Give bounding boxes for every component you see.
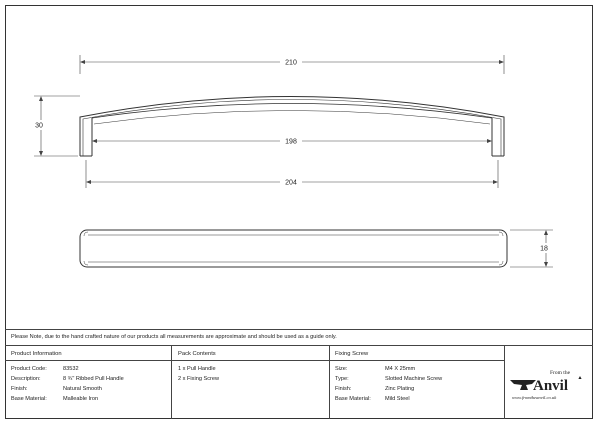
product-code-value: 83532 <box>63 366 79 372</box>
product-info-row <box>11 396 99 402</box>
product-info-row <box>11 386 102 392</box>
fixing-screw-heading: Fixing Screw <box>335 351 369 357</box>
handle-top-view <box>80 97 504 157</box>
pack-contents-heading: Pack Contents <box>178 351 216 357</box>
logo-brand: Anvil <box>533 378 569 394</box>
fixing-screw-row <box>335 396 410 402</box>
title-block-header-rule <box>5 360 504 361</box>
dim-198-label: 198 <box>285 138 297 146</box>
title-block-column-rule-1 <box>171 345 172 419</box>
handle-side-view <box>80 230 507 267</box>
fixing-screw-row <box>335 376 443 382</box>
dim-18-label: 18 <box>540 245 548 253</box>
product-info-row <box>11 366 79 372</box>
dim-210-label: 210 <box>285 59 297 67</box>
screw-base-material-label: Base Material: <box>335 396 371 402</box>
pack-contents-item: 1 x Pull Handle <box>178 366 216 372</box>
dim-30-label: 30 <box>35 122 43 130</box>
measurement-note: Please Note, due to the hand crafted nature of our products all measurements are approximate and should be used as a guide only. <box>11 334 337 340</box>
title-block-top-rule <box>5 329 593 330</box>
title-block-column-rule-2 <box>329 345 330 419</box>
pack-contents-item: 2 x Fixing Screw <box>178 376 220 382</box>
screw-size-value: M4 X 25mm <box>385 366 416 372</box>
product-info-row <box>11 376 124 382</box>
screw-size-label: Size: <box>335 366 348 372</box>
screw-finish-value: Zinc Plating <box>385 386 415 392</box>
base-material-value: Malleable Iron <box>63 396 99 402</box>
description-label: Description: <box>11 376 41 382</box>
product-info-heading: Product Information <box>11 351 62 357</box>
description-value: 8 ¾" Ribbed Pull Handle <box>63 376 124 382</box>
product-code-label: Product Code: <box>11 366 47 372</box>
dim-204-label: 204 <box>285 179 297 187</box>
finish-value: Natural Smooth <box>63 386 102 392</box>
spark-icon <box>578 376 581 379</box>
screw-type-label: Type: <box>335 376 349 382</box>
logo-url: www.fromtheanvil.co.uk <box>512 395 557 400</box>
fixing-screw-row <box>335 366 416 372</box>
finish-label: Finish: <box>11 386 28 392</box>
from-the-anvil-logo <box>506 366 586 406</box>
screw-type-value: Slotted Machine Screw <box>385 376 443 382</box>
screw-base-material-value: Mild Steel <box>385 396 410 402</box>
base-material-label: Base Material: <box>11 396 47 402</box>
screw-finish-label: Finish: <box>335 386 352 392</box>
title-block-column-rule-3 <box>504 345 505 419</box>
logo-from-the: From the <box>550 370 571 376</box>
fixing-screw-row <box>335 386 415 392</box>
